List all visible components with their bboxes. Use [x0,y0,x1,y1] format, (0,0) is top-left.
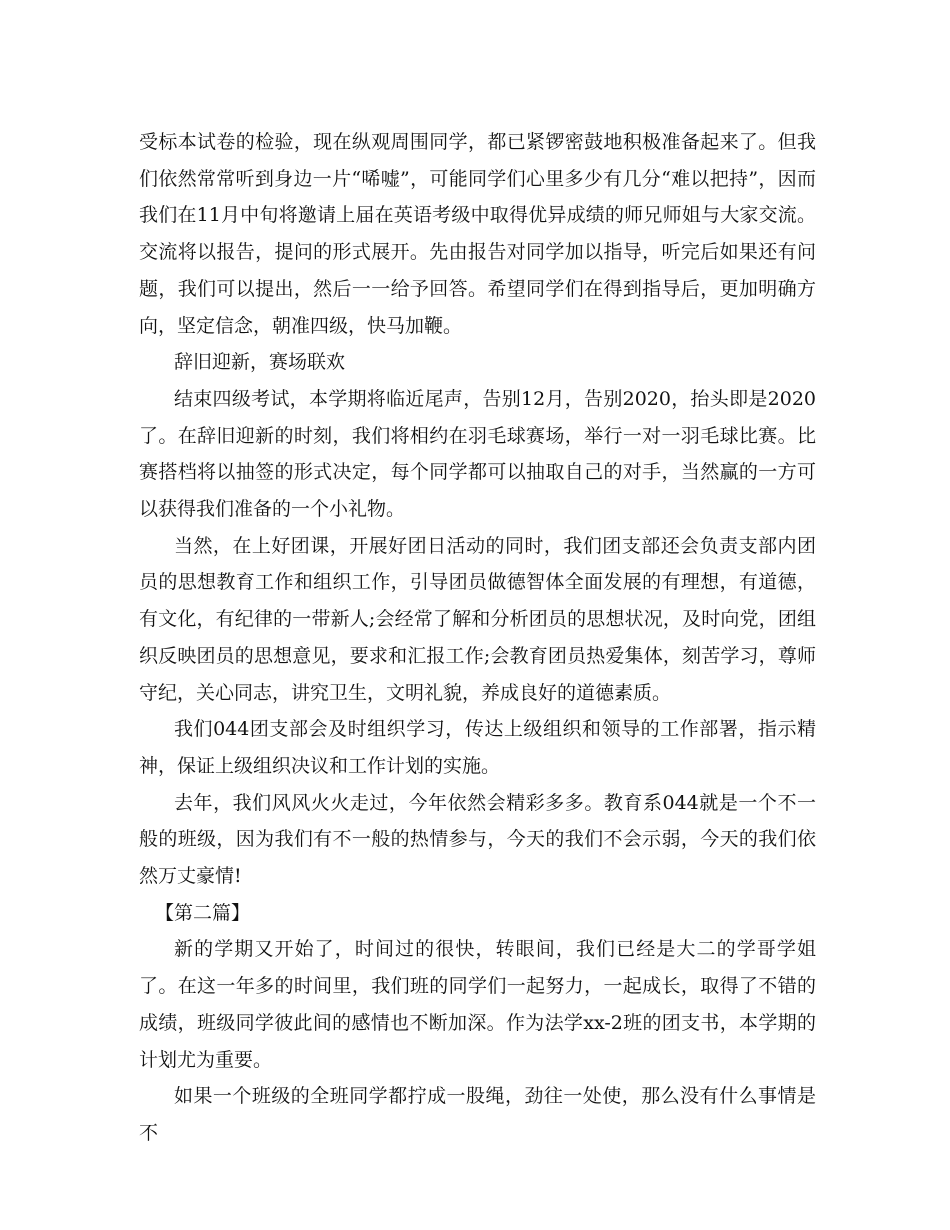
body-paragraph-1: 受标本试卷的检验，现在纵观周围同学，都已紧锣密鼓地积极准备起来了。但我们依然常常听到身边一片“唏嘘”，可能同学们心里多少有几分“难以把持”，因而我们在11月中旬将邀请上届在英语考级中取得优异成绩的师兄师姐与大家交流。交流将以报告，提问的形式展开。先由报告对同学加以指导，听完后如果还有问题，我们可以提出，然后一一给予回答。希望同学们在得到指导后，更加明确方向，坚定信念，朝准四级，快马加鞭。 [139,131,816,337]
body-paragraph-6: 去年，我们风风火火走过，今年依然会精彩多多。教育系044就是一个不一般的班级，因为我们有不一般的热情参与，今天的我们不会示弱，今天的我们依然万丈豪情! [139,791,816,888]
body-paragraph-8: 新的学期又开始了，时间过的很快，转眼间，我们已经是大二的学哥学姐了。在这一年多的时间里，我们班的同学们一起努力，一起成长，取得了不错的成绩，班级同学彼此间的感情也不断加深。作为法学xx-2班的团支书，本学期的计划尤为重要。 [139,938,816,1071]
body-paragraph-3: 结束四级考试，本学期将临近尾声，告别12月，告别2020，抬头即是2020了。在辞旧迎新的时刻，我们将相约在羽毛球赛场，举行一对一羽毛球比赛。比赛搭档将以抽签的形式决定，每个同学都可以抽取自己的对手，当然赢的一方可以获得我们准备的一个小礼物。 [139,387,816,521]
section-heading-part-two: 【第二篇】 [155,901,251,924]
body-paragraph-9: 如果一个班级的全班同学都拧成一股绳，劲往一处使，那么没有什么事情是不 [139,1085,816,1144]
body-paragraph-5: 我们044团支部会及时组织学习，传达上级组织和领导的工作部署，指示精神，保证上级组织决议和工作计划的实施。 [139,718,816,777]
body-paragraph-4: 当然，在上好团课，开展好团日活动的同时，我们团支部还会负责支部内团员的思想教育工作和组织工作，引导团员做德智体全面发展的有理想，有道德，有文化，有纪律的一带新人;会经常了解和分析团员的思想状况，及时向党，团组织反映团员的思想意见，要求和汇报工作;会教育团员热爱集体，刻苦学习，尊师守纪，关心同志，讲究卫生，文明礼貌，养成良好的道德素质。 [139,534,816,704]
section-heading-farewell: 辞旧迎新，赛场联欢 [174,351,346,374]
